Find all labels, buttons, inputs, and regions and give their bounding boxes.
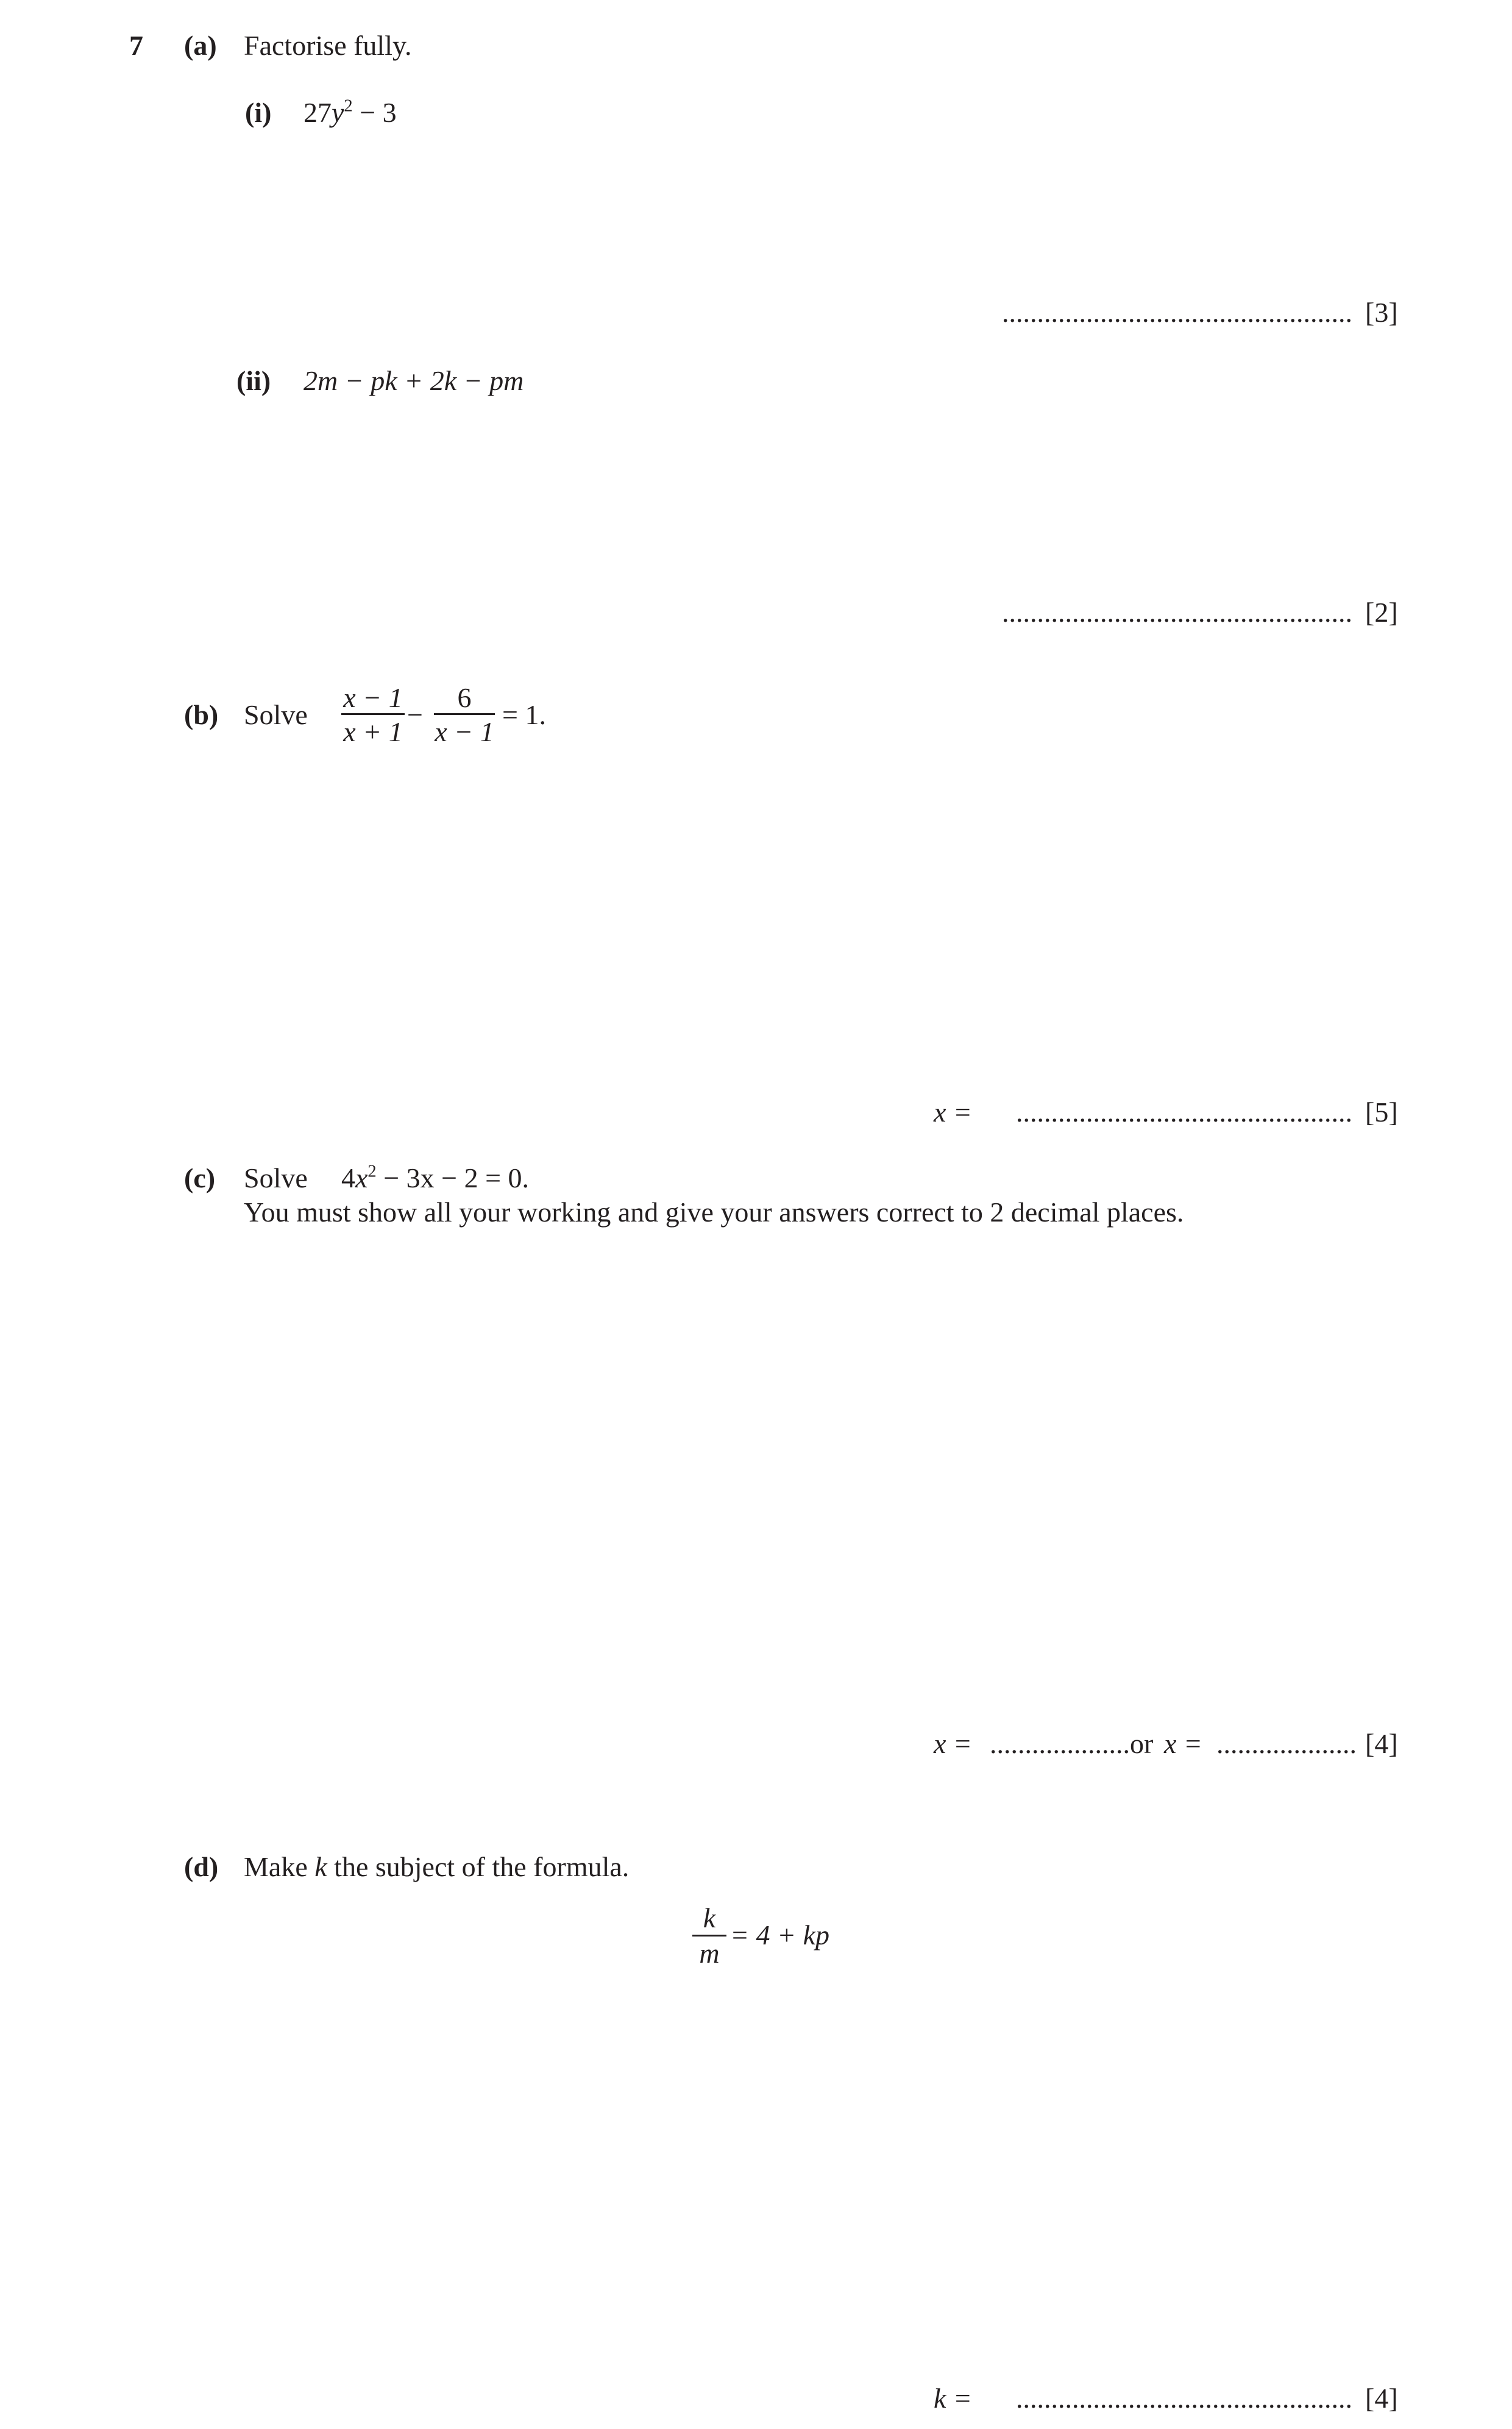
part-b-instruction: Solve [244, 699, 308, 730]
part-c-answer-prefix-1: x = [934, 1728, 972, 1759]
part-a-i-answer-line[interactable]: .................................................. [1002, 297, 1352, 328]
part-d-fraction-bar [692, 1935, 726, 1936]
part-a-instruction: Factorise fully. [244, 30, 412, 61]
part-b-fraction-1-bar [341, 713, 405, 715]
part-a-ii-answer-line[interactable]: .................................................. [1002, 597, 1352, 628]
part-c-or-text: or [1130, 1728, 1154, 1759]
part-c-label: (c) [184, 1162, 216, 1193]
part-a-label: (a) [184, 30, 217, 61]
part-b-fraction-2-bar [434, 713, 495, 715]
part-c-note: You must show all your working and give your answers correct to 2 decimal places. [244, 1197, 1184, 1228]
part-d-fraction-denominator: m [699, 1938, 720, 1969]
part-b-label: (b) [184, 699, 219, 730]
part-c-answer-line-1[interactable]: .................... [990, 1728, 1130, 1759]
part-d-answer-prefix: k = [934, 2383, 972, 2414]
part-a-ii-label: (ii) [236, 365, 271, 396]
part-b-fraction-1-denominator: x + 1 [343, 716, 403, 747]
part-b-fraction-2 [434, 680, 495, 745]
part-b-fraction-2-denominator: x − 1 [435, 716, 494, 747]
part-c-instruction: Solve [244, 1162, 308, 1193]
part-c-answer-prefix-2: x = [1164, 1728, 1202, 1759]
part-b-fraction-2-numerator: 6 [457, 682, 472, 713]
part-c-marks: [4] [1365, 1728, 1398, 1759]
part-d-rhs: = 4 + kp [730, 1919, 829, 1951]
part-a-i-expression: $27y^2 - 3$ [303, 96, 397, 128]
part-b-rhs: = 1. [502, 699, 546, 730]
part-d-marks: [4] [1365, 2383, 1398, 2414]
part-c-answer-line-2[interactable]: .................... [1216, 1728, 1357, 1759]
part-d-fraction-numerator: k [703, 1902, 716, 1933]
part-a-i-label: (i) [245, 97, 272, 128]
part-d-fraction [692, 1902, 726, 1969]
question-number: 7 [129, 30, 143, 61]
part-a-i-marks: [3] [1365, 297, 1398, 328]
part-b-fraction-1-numerator: x − 1 [343, 682, 403, 713]
part-c-equation: $4x^2 - 3x - 2 = 0$. [341, 1162, 530, 1193]
part-d-label: (d) [184, 1851, 219, 1882]
part-b-marks: [5] [1365, 1097, 1398, 1128]
part-b-answer-prefix: x = [934, 1097, 972, 1128]
part-b-fraction-1 [341, 680, 405, 745]
part-a-ii-marks: [2] [1365, 597, 1398, 628]
part-b-answer-line[interactable]: ................................................ [1016, 1097, 1352, 1128]
part-d-instruction: Make k the subject of the formula. [244, 1851, 630, 1882]
part-d-answer-line[interactable]: ................................................ [1016, 2383, 1352, 2414]
part-b-minus: − [407, 699, 423, 730]
part-a-ii-expression: 2m − pk + 2k − pm [303, 365, 524, 396]
